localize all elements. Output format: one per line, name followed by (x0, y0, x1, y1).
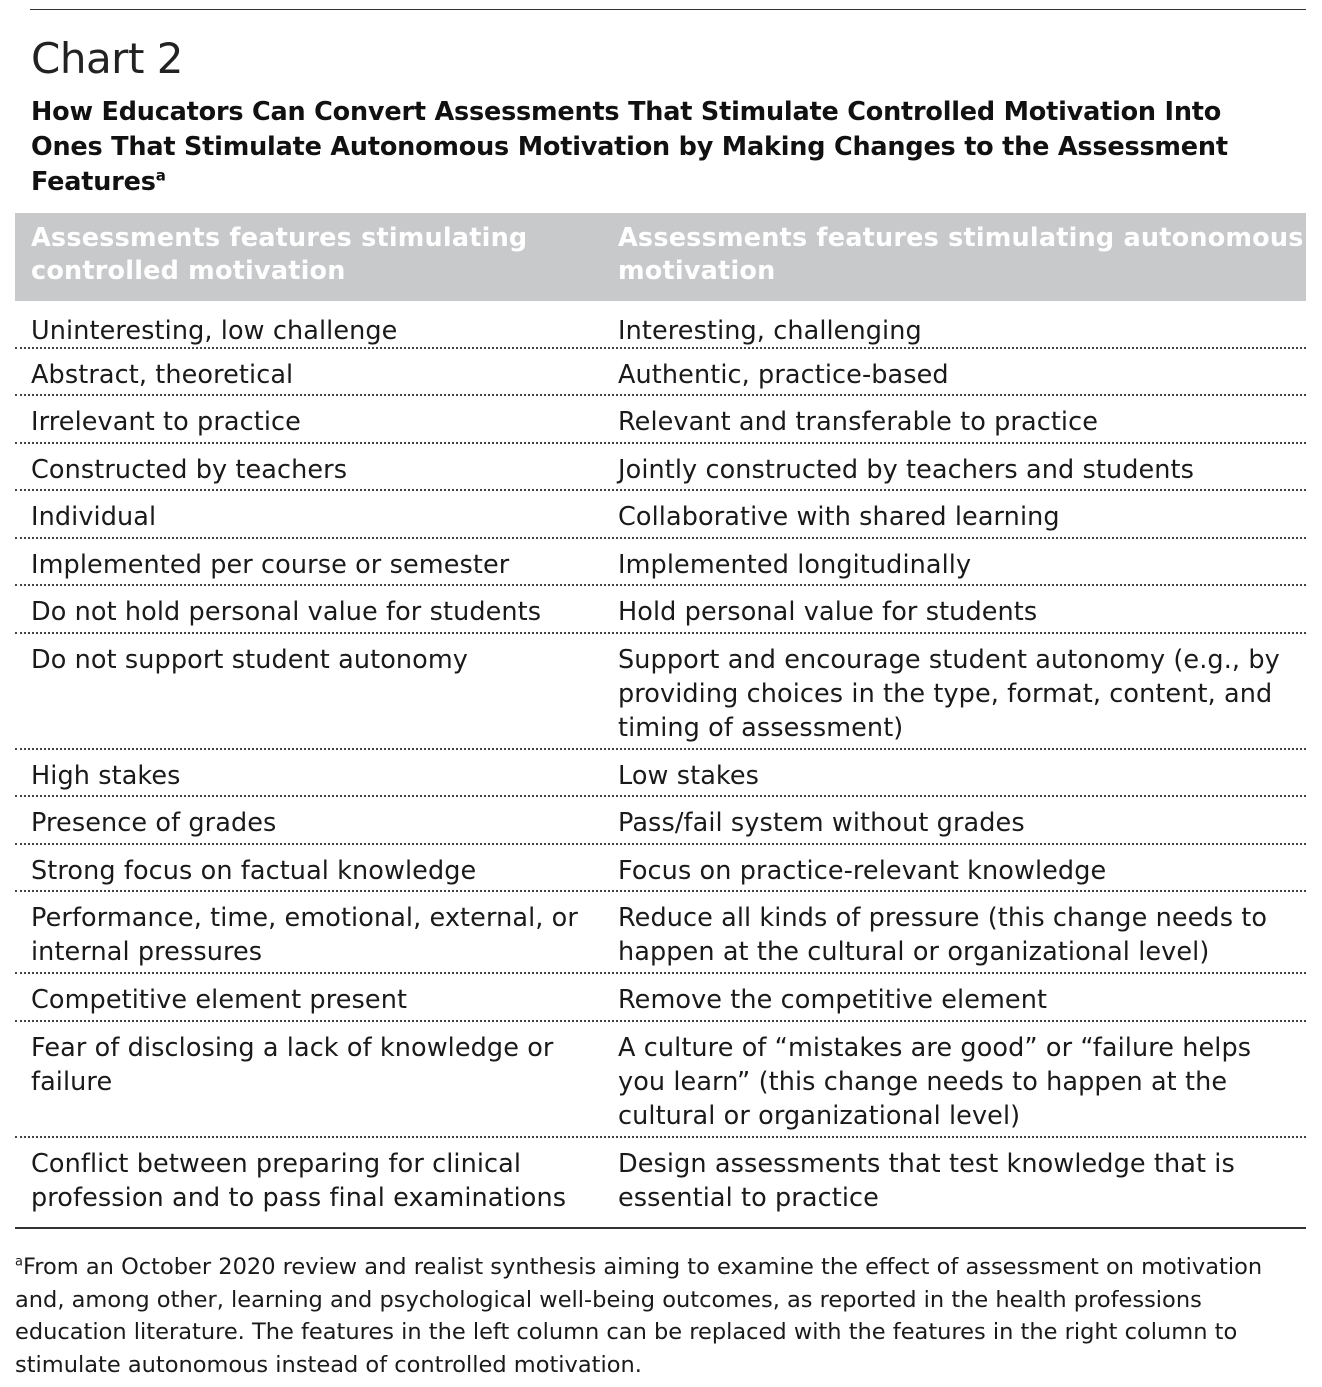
cell-controlled: Presence of grades (31, 808, 277, 838)
table-row (15, 301, 1306, 349)
table-row (15, 1138, 1306, 1218)
cell-autonomous: A culture of “mistakes are good” or “failure helps you learn” (this change needs to happen at the cultural or organizational level) (618, 1033, 1252, 1131)
cell-autonomous: Reduce all kinds of pressure (this change needs to happen at the cultural or organizational level) (618, 903, 1268, 967)
footnote-marker: a (15, 1254, 23, 1270)
table-header (15, 213, 1306, 301)
cell-controlled: Strong focus on factual knowledge (31, 856, 477, 886)
cell-controlled: Individual (31, 502, 157, 532)
cell-controlled: Conflict between preparing for clinical profession and to pass final examinations (31, 1149, 567, 1213)
cell-controlled: High stakes (31, 761, 181, 791)
cell-autonomous: Interesting, challenging (618, 316, 922, 346)
cell-autonomous: Collaborative with shared learning (618, 502, 1060, 532)
chart-label: Chart 2 (31, 34, 183, 83)
header-autonomous: Assessments features stimulating autonomous motivation (618, 223, 1304, 286)
cell-controlled: Performance, time, emotional, external, or internal pressures (31, 903, 578, 967)
table-row (15, 892, 1306, 974)
table-row (15, 845, 1306, 892)
cell-controlled: Do not hold personal value for students (31, 597, 542, 627)
cell-autonomous: Support and encourage student autonomy (e.g., by providing choices in the type, format, content, and timing of assessment) (618, 645, 1280, 743)
footnote-text: From an October 2020 review and realist synthesis aiming to examine the effect of assessment on motivation and, among other, learning and psychological well-being outcomes, as reported in the health professions education literature. The features in the left column can be replaced with the features in the right column to stimulate autonomous instead of controlled motivation. (15, 1254, 1263, 1378)
top-rule (30, 9, 1306, 10)
table-row (15, 797, 1306, 845)
chart-title-text: How Educators Can Convert Assessments That Stimulate Controlled Motivation Into Ones That Stimulate Autonomous Motivation by Making Changes to the Assessment Features (31, 97, 1228, 197)
cell-controlled: Uninteresting, low challenge (31, 316, 398, 346)
table-row (15, 491, 1306, 539)
table-row (15, 634, 1306, 750)
cell-autonomous: Low stakes (618, 761, 760, 791)
cell-controlled: Constructed by teachers (31, 455, 348, 485)
cell-autonomous: Implemented longitudinally (618, 550, 972, 580)
table-row (15, 539, 1306, 586)
chart-title (31, 95, 1291, 200)
cell-autonomous: Relevant and transferable to practice (618, 407, 1099, 437)
table-row (15, 974, 1306, 1022)
header-controlled: Assessments features stimulating controlled motivation (31, 223, 528, 286)
cell-autonomous: Jointly constructed by teachers and students (618, 455, 1195, 485)
cell-autonomous: Design assessments that test knowledge that is essential to practice (618, 1149, 1235, 1213)
cell-controlled: Irrelevant to practice (31, 407, 301, 437)
cell-autonomous: Authentic, practice-based (618, 360, 949, 390)
table-row (15, 444, 1306, 491)
table-row (15, 586, 1306, 634)
cell-autonomous: Focus on practice-relevant knowledge (618, 856, 1107, 886)
title-footnote-marker: a (155, 166, 166, 185)
cell-controlled: Abstract, theoretical (31, 360, 294, 390)
table-row (15, 349, 1306, 396)
cell-autonomous: Remove the competitive element (618, 985, 1048, 1015)
cell-controlled: Implemented per course or semester (31, 550, 510, 580)
cell-controlled: Do not support student autonomy (31, 645, 468, 675)
table-row (15, 750, 1306, 797)
comparison-table (15, 213, 1306, 1218)
footnote (15, 1251, 1295, 1381)
cell-controlled: Competitive element present (31, 985, 408, 1015)
table-row (15, 396, 1306, 444)
bottom-rule (15, 1227, 1306, 1229)
cell-controlled: Fear of disclosing a lack of knowledge or failure (31, 1033, 554, 1097)
cell-autonomous: Pass/fail system without grades (618, 808, 1025, 838)
table-row (15, 1022, 1306, 1138)
table-body (15, 301, 1306, 1218)
cell-autonomous: Hold personal value for students (618, 597, 1038, 627)
